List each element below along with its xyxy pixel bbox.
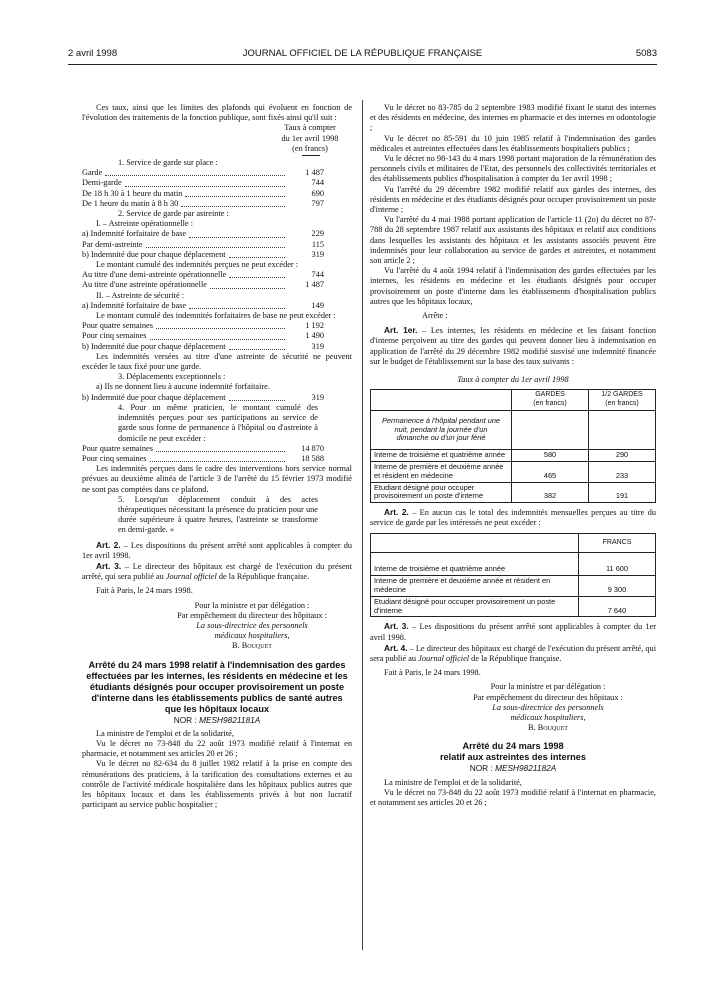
left-column (82, 103, 352, 810)
column-header: FRANCS (579, 533, 656, 553)
taux-header: Taux à compter du 1er avril 1998 (en francs) (281, 123, 339, 153)
signature-date: Fait à Paris, le 24 mars 1998. (96, 586, 193, 596)
table-header-row (371, 533, 656, 553)
page-header (68, 48, 657, 62)
rates-table (370, 389, 656, 503)
paragraph: Le montant cumulé des indemnités perçues ne peut excéder : (96, 260, 299, 270)
paragraph: Vu le décret no 73-848 du 22 août 1973 modifié relatif à l'internat en pharmacie, et notamment ses articles 20 et 26 ; (82, 738, 352, 759)
rate-line: Pour quatre semaines 14 870 (82, 443, 324, 453)
subsection-heading: II. – Astreinte de sécurité : (96, 290, 185, 300)
paragraph: Les indemnités perçues dans le cadre des interventions hors service normal prévues au deuxième alinéa de l'article 3 de l'arrêté du 15 février 1973 modifié ne sont pas comptées dans ce plafond. (82, 464, 352, 494)
rate-line: a) Indemnité forfaitaire de base 149 (82, 300, 324, 310)
rate-line: De 18 h 30 à 1 heure du matin 690 (82, 188, 324, 198)
rate-line: Pour quatre semaines 1 192 (82, 321, 324, 331)
paragraph: Vu le décret no 73-848 du 22 août 1973 modifié relatif à l'internat en pharmacie, et notamment ses articles 20 et 26 ; (370, 787, 656, 808)
table-row: Interne de première et deuxième année et résident en médecine 465 233 (371, 462, 656, 483)
table-row: Etudiant désigné pour occuper provisoirement un poste d'interne 7 640 (371, 596, 656, 617)
decree-title: Arrêté du 24 mars 1998 relatif aux astreintes des internes (439, 741, 587, 763)
table-row: Etudiant désigné pour occuper provisoirement un poste d'interne 382 191 (371, 482, 656, 503)
rate-line: De 1 heure du matin à 8 h 30 797 (82, 198, 324, 208)
section-heading: 3. Déplacements exceptionnels : (118, 372, 226, 382)
nor-reference: NOR : MESH9821181A (173, 714, 261, 725)
decree-title: Arrêté du 24 mars 1998 relatif à l'indemnisation des gardes effectuées par les internes, les résidents en médecine et les étudiants désignés pour occuper provisoirement un poste d'interne dans les établissements publics de santé autres que les hôpitaux locaux (86, 659, 348, 714)
section-heading: 1. Service de garde sur place : (118, 158, 218, 168)
rate-line: Pour cinq semaines 18 588 (82, 453, 324, 463)
rate-line: Au titre d'une astreinte opérationnelle 1 487 (82, 280, 324, 290)
rate-line: b) Indemnité due pour chaque déplacement 319 (82, 249, 324, 259)
article-1: Art. 1er. – Les internes, les résidents en médecine et les faisant fonction d'interne perçoivent au titre des gardes qui peuvent donner lieu à indemnisation en application de l'arrêté du 29 décembre 1982 modifié susvisé une indemnité financée sur le budget de l'établissement sur la base des taux suivants : (370, 325, 657, 366)
table-row: Interne de troisième et quatrième année 580 290 (371, 450, 656, 462)
ceiling-table (370, 533, 656, 618)
paragraph: 4. Pour un même praticien, le montant cumulé des indemnités perçues pour ses participations au service de garde sous forme de permanence à l'hôpital ou d'astreinte à domicile ne peut excéder : (118, 402, 318, 443)
rate-line: b) Indemnité due pour chaque déplacement 319 (82, 392, 324, 402)
header-journal-title: JOURNAL OFFICIEL DE LA RÉPUBLIQUE FRANÇAISE (242, 48, 483, 59)
rate-line: Par demi-astreinte 115 (82, 239, 324, 249)
paragraph: Vu l'arrêté du 4 août 1994 relatif à l'indemnisation des gardes effectuées par les internes, les résidents en médecine et les étudiants désignés pour occuper provisoirement un poste d'interne dans les établissements d'hospitalisation publics autres que les hôpitaux locaux, (370, 266, 656, 306)
article-4: Art. 4. – Le directeur des hôpitaux est chargé de l'exécution du présent arrêté, qui sera publié au Journal officiel de la République française. (370, 642, 656, 664)
paragraph: Vu le décret no 82-634 du 8 juillet 1982 relatif à la prise en compte des rémunérations des praticiens, à la tarification des consultations externes et au contrôle de l'activité médicale hospitalière dans les hôpitaux publics autres que les hôpitaux locaux et dans les établissements privés à but non lucratif participant au service public hospitalier ; (82, 759, 352, 810)
signature-date: Fait à Paris, le 24 mars 1998. (384, 668, 481, 678)
rate-line: Demi-garde 744 (82, 178, 324, 188)
rate-line: Au titre d'une demi-astreinte opérationnelle 744 (82, 270, 324, 280)
table-row: Interne de première et deuxième année et résident en médecine 9 300 (371, 576, 656, 597)
header-date: 2 avril 1998 (68, 48, 118, 59)
paragraph: Vu le décret no 83-785 du 2 septembre 1983 modifié fixant le statut des internes et des résidents en médecine, des internes en pharmacie et des internes en odontologie ; (370, 103, 656, 133)
column-header: GARDES (en francs) (512, 390, 589, 411)
paragraph: Vu le décret no 98-143 du 4 mars 1998 portant majoration de la rémunération des personnels civils et militaires de l'Etat, des personnels des collectivités territoriales et des établissements publics d'hospitalisation à compter du 1er avril 1998 ; (370, 154, 656, 184)
rate-line: a) Indemnité forfaitaire de base 229 (82, 229, 324, 239)
table-caption: Taux à compter du 1er avril 1998 (457, 375, 569, 385)
table-row: Permanence à l'hôpital pendant une nuit, pendant la journée d'un dimanche ou d'un jour férié (371, 410, 656, 449)
table-row: Interne de troisième et quatrième année 11 600 (371, 553, 656, 576)
article-2: Art. 2. – En aucun cas le total des indemnités mensuelles perçues au titre du service de garde par les intéressés ne peut excéder : (370, 507, 656, 528)
rate-line: b) Indemnité due pour chaque déplacement 319 (82, 341, 324, 351)
article-3: Art. 3. – Les dispositions du présent arrêté sont applicables à compter du 1er avril 1998. (370, 621, 656, 642)
nor-reference: NOR : MESH9821182A (469, 763, 557, 774)
rate-line: Garde 1 487 (82, 168, 324, 178)
minister-line: La ministre de l'emploi et de la solidarité, (384, 777, 522, 787)
header-page-number: 5083 (635, 48, 657, 59)
table-header-row (371, 390, 656, 411)
paragraph: Vu le décret no 85-591 du 10 juin 1985 relatif à l'indemnisation des gardes médicales et astreintes effectuées dans les établissements hospitaliers publics ; (370, 133, 656, 153)
article-3: Art. 3. – Le directeur des hôpitaux est chargé de l'exécution du présent arrêté, qui sera publié au Journal officiel de la République française. (82, 560, 352, 582)
arrete-heading: Arrête : (422, 311, 448, 321)
paragraph: a) Ils ne donnent lieu à aucune indemnité forfaitaire. (96, 382, 270, 392)
paragraph: 5. Lorsqu'un déplacement conduit à des actes thérapeutiques nécessitant la présence du praticien pour une durée supérieure à quatre heures, l'astreinte se transforme en demi-garde. » (118, 494, 318, 535)
minister-line: La ministre de l'emploi et de la solidarité, (96, 728, 234, 738)
rate-line: Pour cinq semaines 1 490 (82, 331, 324, 341)
section-heading: 2. Service de garde par astreinte : (118, 209, 229, 219)
article-2: Art. 2. – Les dispositions du présent arrêté sont applicables à compter du 1er avril 1998. (82, 539, 353, 560)
column-divider (362, 100, 363, 950)
paragraph: Ces taux, ainsi que les limites des plafonds qui évoluent en fonction de l'évolution des traitements de la fonction publique, sont fixés ainsi qu'il suit : (82, 103, 352, 123)
subsection-heading: I. – Astreinte opérationnelle : (96, 219, 193, 229)
paragraph: Vu l'arrêté du 4 mai 1988 portant application de l'article 11 (2o) du décret no 87-788 du 28 septembre 1987 relatif aux assistants des hôpitaux et relatif aux conditions dans lesquelles les assistants des hôpitaux et les assistants associés peuvent être indemnisés pour leur collaboration au service de gardes et astreintes, et notamment son article 2 ; (370, 215, 656, 266)
column-header: 1/2 GARDES (en francs) (589, 390, 656, 411)
right-column (370, 103, 656, 808)
signature-block: Pour la ministre et par délégation : Par empêchement du directeur des hôpitaux : La sous-directrice des personnels médicaux hospitaliers, B. Bouquet (177, 600, 327, 651)
signature-block: Pour la ministre et par délégation : Par empêchement du directeur des hôpitaux : La sous-directrice des personnels médicaux hospitaliers, B. Bouquet (473, 682, 623, 733)
header-rule (68, 64, 657, 65)
paragraph: Vu l'arrêté du 29 décembre 1982 modifié relatif aux gardes des internes, des résidents en médecine et des étudiants désignés pour occuper provisoirement un poste d'interne ; (370, 184, 656, 215)
paragraph: Le montant cumulé des indemnités forfaitaires de base ne peut excéder : (96, 311, 336, 321)
paragraph: Les indemnités versées au titre d'une astreinte de sécurité ne peuvent excéder le taux fixé pour une garde. (82, 351, 352, 372)
short-rule (302, 155, 320, 156)
